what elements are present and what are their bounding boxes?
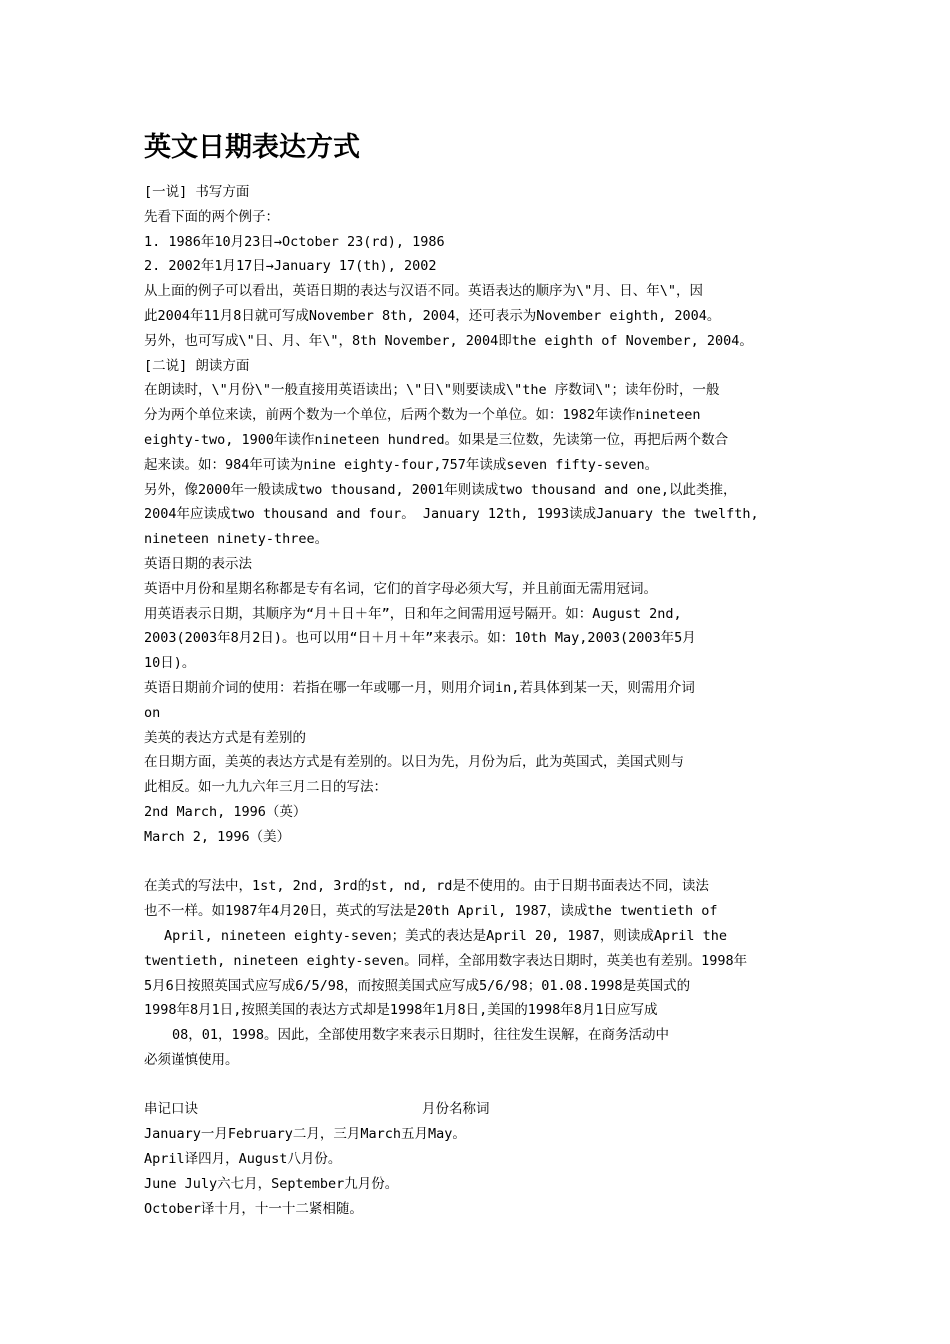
- section-body: [144, 180, 820, 1221]
- document-title: 英文日期表达方式: [144, 132, 360, 163]
- text-line: 英语中月份和星期名称都是专有名词，它们的首字母必须大写，并且前面无需用冠词。: [144, 580, 657, 597]
- text-line: 在日期方面，美英的表达方式是有差别的。以日为先，月份为后，此为英国式，美国式则与: [144, 754, 684, 771]
- text-line: 2004年应读成two thousand and four。 January 12th, 1993读成January the twelfth,: [144, 506, 759, 523]
- mnemonic-line: June July六七月，September九月份。: [144, 1175, 399, 1192]
- text-line: 此2004年11月8日就可写成November 8th, 2004，还可表示为November eighth, 2004。: [144, 307, 721, 324]
- text-line: 1998年8月1日,按照美国的表达方式却是1998年1月8日,美国的1998年8月1日应写成: [144, 1002, 658, 1019]
- mnemonic-line: October译十月，十一十二紧相随。: [144, 1200, 363, 1217]
- text-line: 美英的表达方式是有差别的: [144, 729, 306, 746]
- text-line: 也不一样。如1987年4月20日，英式的写法是20th April, 1987，读成the twentieth of: [144, 903, 718, 920]
- text-line: 在美式的写法中，1st, 2nd, 3rd的st, nd, rd是不使用的。由于日期书面表达不同，读法: [144, 878, 709, 895]
- text-line: nineteen ninety-three。: [144, 531, 329, 548]
- text-line: 另外，像2000年一般读成two thousand, 2001年则读成two thousand and one,以此类推，: [144, 481, 737, 498]
- text-line: 10日)。: [144, 655, 196, 672]
- text-line: eighty-two, 1900年读作nineteen hundred。如果是三位数，先读第一位，再把后两个数合: [144, 431, 729, 448]
- text-line: 1. 1986年10月23日→October 23(rd), 1986: [144, 233, 445, 250]
- text-line: on: [144, 704, 161, 721]
- text-line: 08，01，1998。因此，全部使用数字来表示日期时，往往发生误解，在商务活动中: [172, 1027, 670, 1044]
- text-line: 从上面的例子可以看出，英语日期的表达与汉语不同。英语表达的顺序为\"月、日、年\"，因: [144, 283, 704, 300]
- text-line: 2nd March, 1996（英）: [144, 803, 307, 820]
- text-line: 另外，也可写成\"日、月、年\"，8th November, 2004即the eighth of November, 2004。: [144, 332, 753, 349]
- mnemonic-heading: [144, 1097, 820, 1122]
- text-line: 在朗读时，\"月份\"一般直接用英语读出；\"日\"则要读成\"the 序数词\"；读年份时，一般: [144, 382, 720, 399]
- mnemonic-line: January一月February二月，三月March五月May。: [144, 1126, 466, 1143]
- mnemonic-heading-left: 串记口诀: [144, 1101, 198, 1118]
- text-line: 分为两个单位来读，前两个数为一个单位，后两个数为一个单位。如：1982年读作nineteen: [144, 407, 701, 424]
- document-page: [144, 128, 820, 1221]
- text-line: April, nineteen eighty-seven；美式的表达是April 20, 1987，则读成April the: [164, 927, 728, 944]
- text-line: 必须谨慎使用。: [144, 1051, 239, 1068]
- text-line: [一说] 书写方面: [144, 184, 250, 200]
- text-line: 先看下面的两个例子：: [144, 208, 279, 225]
- text-line: 起来读。如：984年可读为nine eighty-four,757年读成seven fifty-seven。: [144, 456, 659, 473]
- text-line: 用英语表示日期，其顺序为“月＋日＋年”，日和年之间需用逗号隔开。如：August 2nd,: [144, 605, 682, 622]
- text-line: 英语日期的表示法: [144, 555, 252, 572]
- text-line: 5月6日按照英国式应写成6/5/98，而按照美国式应写成5/6/98；01.08.1998是英国式的: [144, 977, 691, 994]
- blank-line: [144, 1073, 820, 1098]
- mnemonic-heading-right: 月份名称词: [422, 1101, 490, 1118]
- text-line: March 2, 1996（美）: [144, 828, 291, 845]
- text-line: twentieth, nineteen eighty-seven。同样，全部用数字表达日期时，英美也有差别。1998年: [144, 952, 748, 969]
- blank-line: [144, 850, 820, 875]
- text-line: [二说] 朗读方面: [144, 357, 250, 374]
- text-line: 英语日期前介词的使用：若指在哪一年或哪一月，则用介词in,若具体到某一天，则需用介词: [144, 679, 695, 696]
- text-line: 2003(2003年8月2日)。也可以用“日＋月＋年”来表示。如：10th May,2003(2003年5月: [144, 630, 696, 647]
- mnemonic-line: April译四月，August八月份。: [144, 1151, 342, 1168]
- text-line: 此相反。如一九九六年三月二日的写法：: [144, 779, 387, 796]
- text-line: 2. 2002年1月17日→January 17(th), 2002: [144, 258, 437, 275]
